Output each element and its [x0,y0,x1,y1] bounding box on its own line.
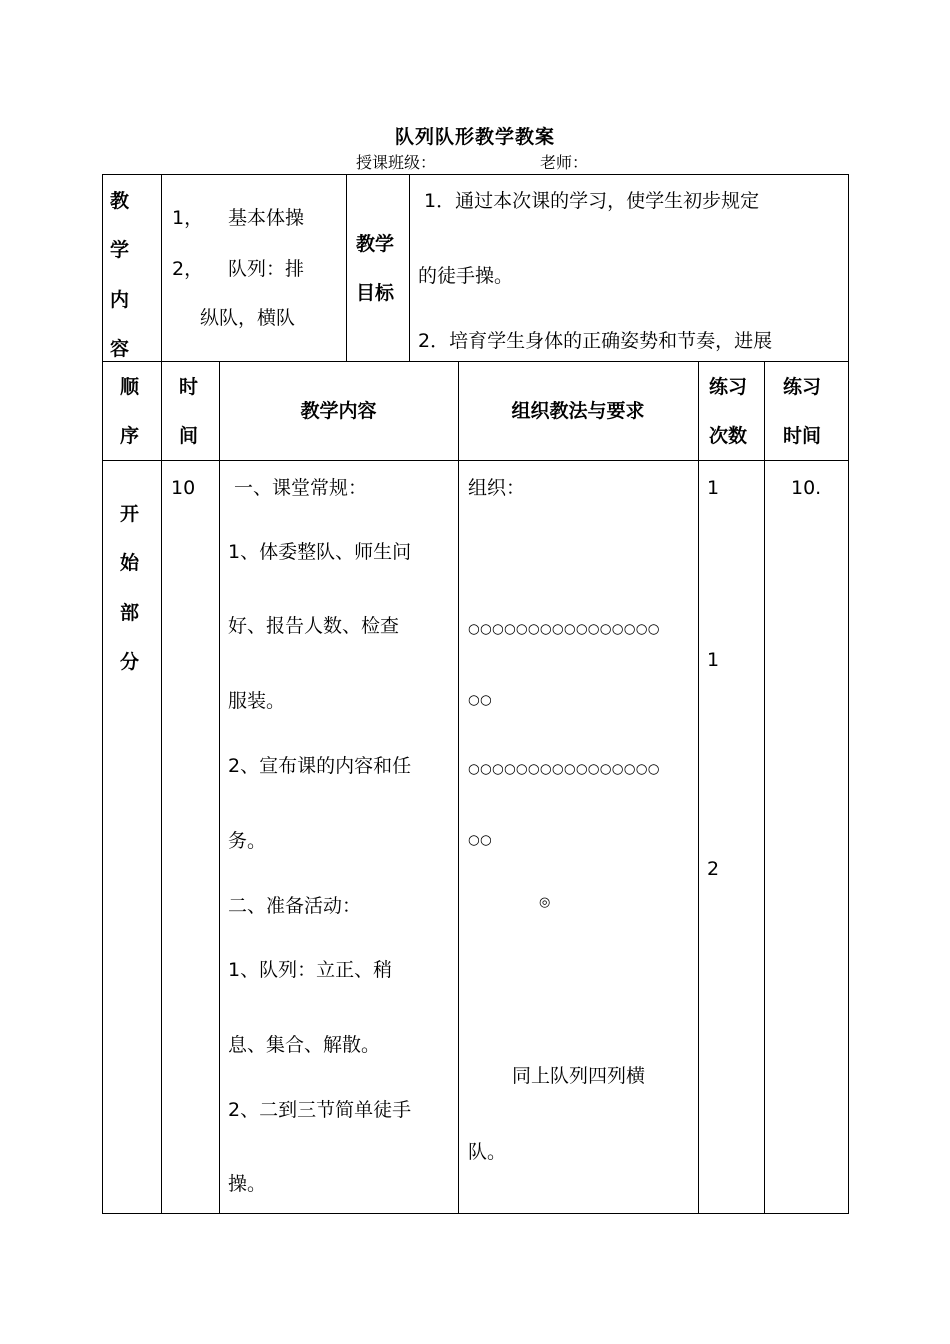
header-duration-line-2: 时间 [783,425,822,447]
content-line-6: 务。 [228,830,267,852]
document-title: 队列队形教学教案 [394,126,555,148]
col-divider-count [764,361,765,1214]
count-1: 1 [707,477,720,499]
content-line-3: 好、报告人数、检查 [228,615,400,637]
content-item-1-text: 基本体操 [228,207,305,229]
objective-line-1: 1．通过本次课的学习，使学生初步规定 [424,190,760,212]
col-divider-method [698,361,699,1214]
objective-label-line-2: 目标 [356,282,395,304]
section-char-4: 分 [120,651,140,673]
content-item-2-text: 队列：排 [228,258,305,280]
top-col-divider-1 [161,174,162,362]
col-divider-content [458,361,459,1214]
content-line-5: 2、宣布课的内容和任 [228,755,412,777]
content-line-8: 1、队列：立正、稍 [228,959,393,981]
section-char-2: 始 [120,552,140,574]
header-count-line-2: 次数 [709,425,748,447]
section-char-1: 开 [120,503,140,525]
content-label-char-2: 学 [110,239,130,261]
content-label-char-1: 教 [110,190,130,212]
header-order-char-2: 序 [120,425,140,447]
content-line-4: 服装。 [228,690,286,712]
method-note-line-1: 同上队列四列横 [512,1065,646,1087]
objective-label-line-1: 教学 [356,233,395,255]
header-time-char-1: 时 [179,376,199,398]
count-2: 1 [707,649,720,671]
objective-line-2: 的徒手操。 [418,265,514,287]
content-line-7: 二、准备活动： [228,895,362,917]
top-col-divider-3 [409,174,410,362]
section-char-3: 部 [120,602,140,624]
method-note-line-2: 队。 [468,1141,507,1163]
content-item-2-number: 2， [172,258,204,280]
content-line-11: 操。 [228,1173,267,1195]
col-divider-time [219,361,220,1214]
formation-row-2-continued: ○○ [468,832,492,848]
teacher-position-mark: ◎ [539,895,551,910]
content-line-1: 一、课堂常规： [234,477,368,499]
class-label: 授课班级： [356,153,437,172]
row-time: 10 [171,477,196,499]
formation-row-2: ○○○○○○○○○○○○○○○○ [468,761,660,777]
header-method: 组织教法与要求 [511,400,645,422]
header-order-char-1: 顺 [120,376,140,398]
header-duration-line-1: 练习 [783,376,822,398]
content-item-2-continued: 纵队，横队 [200,307,296,329]
top-col-divider-2 [346,174,347,362]
col-divider-order [161,361,162,1214]
objective-line-3: 2．培育学生身体的正确姿势和节奏，进展 [418,330,773,352]
header-teaching-content: 教学内容 [300,400,377,422]
header-row-divider [102,460,849,461]
content-line-2: 1、体委整队、师生问 [228,541,412,563]
header-time-char-2: 间 [179,425,199,447]
content-item-1-number: 1， [172,207,204,229]
teacher-label: 老师： [540,153,589,172]
formation-row-1-continued: ○○ [468,692,492,708]
header-count-line-1: 练习 [709,376,748,398]
content-label-char-4: 容 [110,338,130,360]
content-line-10: 2、二到三节简单徒手 [228,1099,412,1121]
content-label-char-3: 内 [110,289,130,311]
count-3: 2 [707,858,720,880]
content-line-9: 息、集合、解散。 [228,1034,381,1056]
row-duration: 10. [791,477,822,499]
method-org-label: 组织： [468,477,526,499]
formation-row-1: ○○○○○○○○○○○○○○○○ [468,621,660,637]
